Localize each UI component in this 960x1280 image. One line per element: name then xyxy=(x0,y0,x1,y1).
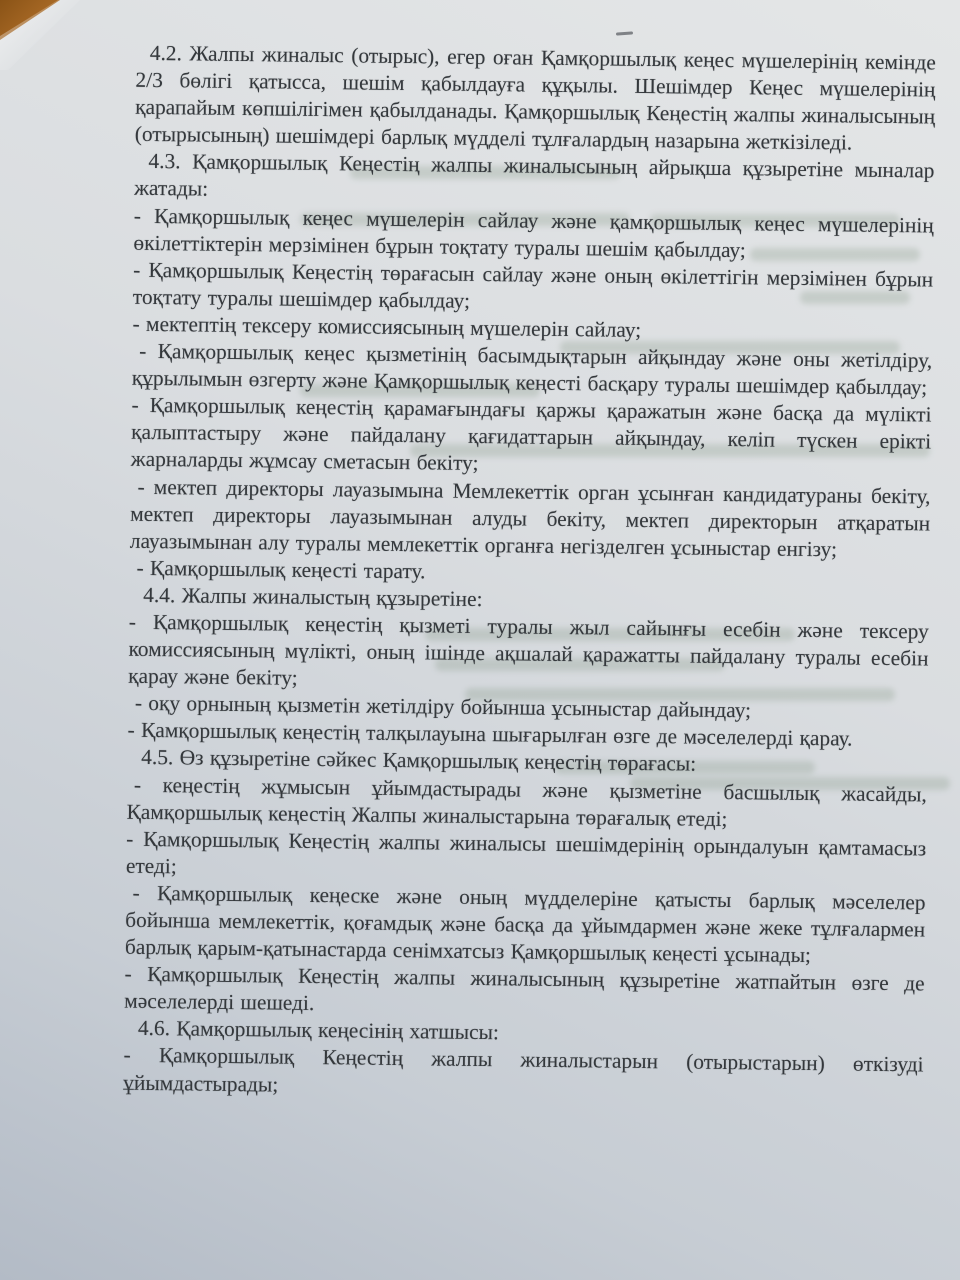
paragraph: - Қамқоршылық Кеңестің жалпы жиналыстарын (отырыстарын) өткізуді ұйымдастырады; xyxy=(123,1043,924,1097)
paragraph: - Қамқоршылық кеңестің қызметі туралы жыл сайынғы есебін және тексеру комиссиясының мүлікті, оның ішінде ақшалай қаражатты пайдалану туралы есебін қарау және бекіту; xyxy=(128,609,929,690)
paragraph: 4.6. Қамқоршылық кеңесінің хатшысы: xyxy=(137,1016,499,1045)
paragraph: - кеңестің жұмысын ұйымдастырады және қызметіне басшылық жасайды, Қамқоршылық кеңестің Жалпы жиналыстарына төрағалық етеді; xyxy=(126,772,927,831)
paragraph: 4.4. Жалпы жиналыстың құзыретіне: xyxy=(143,582,483,611)
paragraph: 4.3. Қамқоршылық Кеңестің жалпы жиналысының айрықша құзыретіне мыналар жатады: xyxy=(134,149,935,202)
paragraph: - Қамқоршылық кеңестің талқылауына шығарылған өзге де мәселелерді қарау. xyxy=(127,718,853,751)
paragraph: - Қамқоршылық Кеңестің жалпы жиналысының құзыретіне жатпайтын өзге де мәселелерді шешеді. xyxy=(124,961,925,1016)
paragraph: 4.5. Өз құзыретіне сәйкес Қамқоршылық кеңестің төрағасы: xyxy=(141,745,697,777)
paragraph: - Қамқоршылық Кеңестің жалпы жиналысы шешімдерінің орындалуын қамтамасыз етеді; xyxy=(125,826,927,879)
paragraph: - Қамқоршылық Кеңестің төрағасын сайлау және оның өкілеттігін мерзімінен бұрын тоқтату туралы шешімдер қабылдау; xyxy=(132,257,934,313)
paragraph: - мектеп директоры лауазымына Мемлекеттік орган ұсынған кандидатураны бекіту, мектеп директоры лауазымынан алуды бекіту, мектеп директорын атқаратын лауазымынан алу туралы мемлекеттік органға негізделген ұсыныстар енгізу; xyxy=(129,474,931,562)
paragraph: - Қамқоршылық кеңеске және оның мүдделеріне қатысты барлық мәселелер бойынша мемлекеттік, қоғамдық және басқа да ұйымдармен және жеке тұлғалармен барлық қарым-қатынастарда сенімхатсыз Қамқоршылық кеңесті ұсынады; xyxy=(124,880,926,968)
paragraph: - оқу орнының қызметін жетілдіру бойынша ұсыныстар дайындау; xyxy=(134,691,752,723)
paragraph: - Қамқоршылық кеңесті тарату. xyxy=(136,555,426,584)
paragraph: - Қамқоршылық кеңес мүшелерін сайлау және қамқоршылық кеңес мүшелерінің өкілеттіктерін мерзімінен бұрын тоқтату туралы шешім қабылдау; xyxy=(133,203,934,262)
paragraph: 4.2. Жалпы жиналыс (отырыс), егер оған Қамқоршылық кеңес мүшелерінің кемінде 2/3 бөлігі қатысса, шешім қабылдауға құқылы. Шешімдер Кеңес мүшелерінің қарапайым көпшілігімен қабылданады. Қамқоршылық Кеңестің жалпы жиналысының (отырысының) шешімдері барлық мүдделі тұлғалардың назарына жеткізіледі. xyxy=(134,40,936,155)
paragraph: - мектептің тексеру комиссиясының мүшелерін сайлау; xyxy=(132,311,642,342)
paragraph: - Қамқоршылық кеңес қызметінің басымдықтарын айқындау және оны жетілдіру, құрылымын өзгерту және Қамқоршылық кеңесті басқару туралы шешімдер қабылдау; xyxy=(131,338,933,400)
document-text xyxy=(123,40,936,1106)
paragraph: - Қамқоршылық кеңестің қарамағындағы қаржы қаражатын және басқа да мүлікті қалыптастыру және пайдалану қағидаттарын айқындау, келіп түскен ерікті жарналарды жұмсау сметасын бекіту; xyxy=(130,392,932,476)
